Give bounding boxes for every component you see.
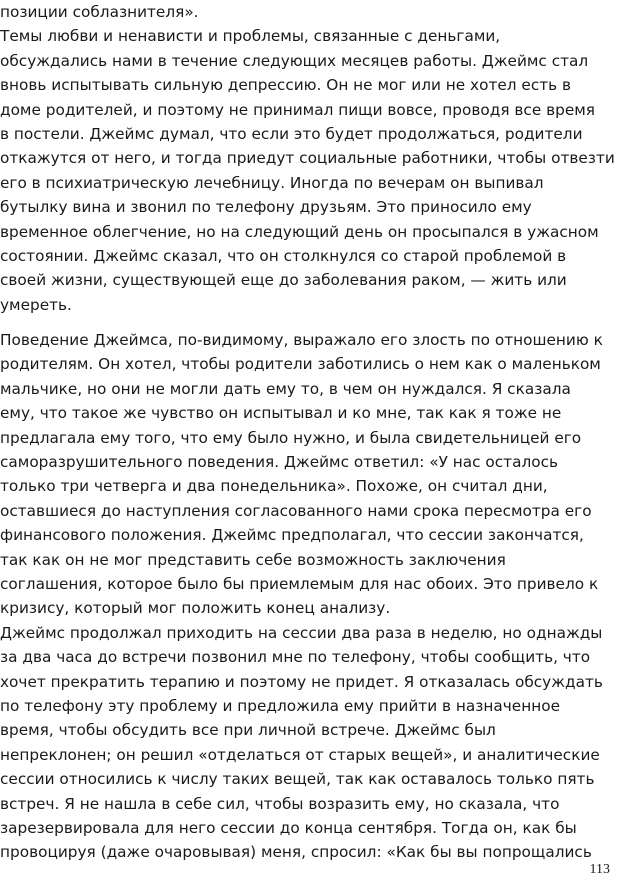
text-line: Поведение Джеймса, по-видимому, выражало его злость по отношению к [0,331,603,350]
text-line: саморазрушительного поведения. Джеймс ответил: «У нас осталось [0,453,559,472]
text-line: его в психиатрическую лечебницу. Иногда по вечерам он выпивал [0,173,544,192]
text-line: по телефону эту проблему и предложила ему прийти в назначенное [0,696,560,715]
text-line: временное облегчение, но на следующий день он просыпался в ужасном [0,222,599,241]
text-line: сессии относились к числу таких вещей, так как оставалось только пять [0,770,595,789]
text-line: умереть. [0,295,72,314]
text-line: время, чтобы обсудить все при личной встрече. Джеймс был [0,721,496,740]
text-line: доме родителей, и поэтому не принимал пищи вовсе, проводя все время [0,100,595,119]
text-line: так как он не мог представить себе возможность заключения [0,550,506,569]
text-line: своей жизни, существующей еще до заболевания раком, — жить или [0,271,567,290]
text-line: Темы любви и ненависти и проблемы, связанные с деньгами, [0,27,501,46]
paragraph-2 [0,328,616,865]
page-number: 113 [589,862,610,877]
text-line: состоянии. Джеймс сказал, что он столкнулся со старой проблемой в [0,246,567,265]
paragraph-1 [0,0,616,317]
text-line: хочет прекратить терапию и поэтому не придет. Я отказалась обсуждать [0,672,603,691]
paragraph-spacer [0,317,616,328]
text-line: обсуждались нами в течение следующих месяцев работы. Джеймс стал [0,51,589,70]
text-line: Джеймс продолжал приходить на сессии два раза в неделю, но однажды [0,623,603,642]
text-line: соглашения, которое было бы приемлемым для нас обоих. Это привело к [0,574,599,593]
text-line: предлагала ему того, что ему было нужно, и была свидетельницей его [0,428,582,447]
text-line: ему, что такое же чувство он испытывал и ко мне, так как я тоже не [0,404,562,423]
text-line: родителям. Он хотел, чтобы родители заботились о нем как о маленьком [0,355,601,374]
text-line: позиции соблазнителя». [0,3,199,21]
text-line: непреклонен; он решил «отделаться от старых вещей», и аналитические [0,745,600,764]
text-line: кризису, который мог положить конец анализу. [0,599,391,618]
text-line: в постели. Джеймс думал, что если это будет продолжаться, родители [0,124,583,143]
text-line: встреч. Я не нашла в себе сил, чтобы возразить ему, но сказала, что [0,794,560,813]
text-line: только три четверга и два понедельника». Похоже, он считал дни, [0,477,548,496]
text-line: откажутся от него, и тогда приедут социальные работники, чтобы отвезти [0,149,615,168]
text-line: за два часа до встречи позвонил мне по телефону, чтобы сообщить, что [0,648,591,667]
text-line: вновь испытывать сильную депрессию. Он не мог или не хотел есть в [0,76,572,95]
text-line: мальчике, но они не могли дать ему то, в чем он нуждался. Я сказала [0,379,571,398]
text-line: зарезервировала для него сессии до конца сентября. Тогда он, как бы [0,818,577,837]
text-line: оставшиеся до наступления согласованного нами срока пересмотра его [0,501,592,520]
text-line: финансового положения. Джеймс предполагал, что сессии закончатся, [0,526,584,545]
text-line: провоцируя (даже очаровывая) меня, спросил: «Как бы вы попрощались [0,843,592,862]
text-line: бутылку вина и звонил по телефону друзьям. Это приносило ему [0,198,532,217]
